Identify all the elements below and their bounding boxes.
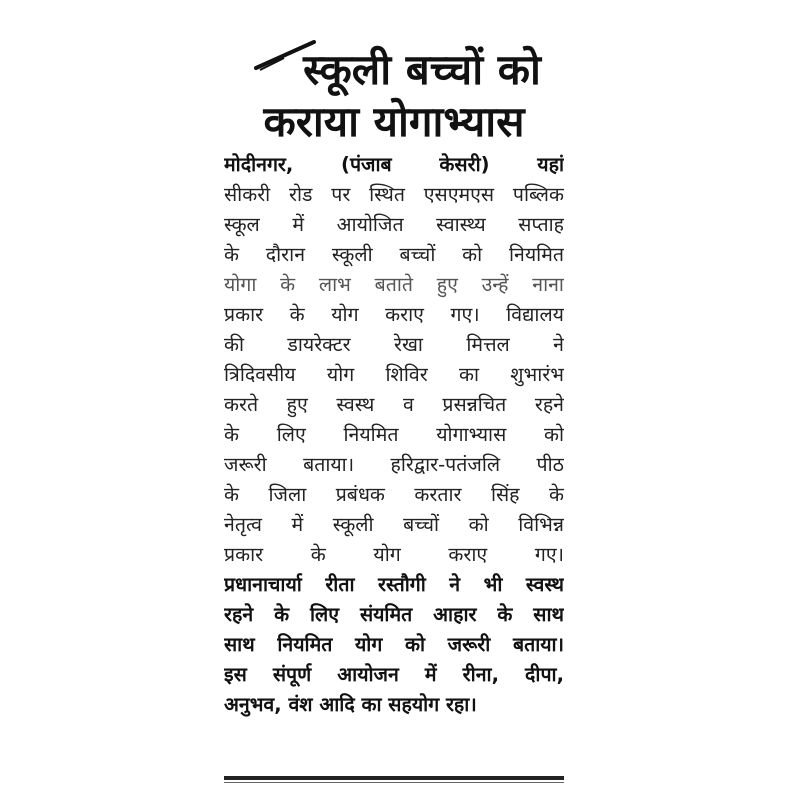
- body-line: रहने के लिए संयमित आहार के साथ: [224, 603, 564, 626]
- body-line: योगा के लाभ बताते हुए उन्हें नाना: [224, 273, 564, 296]
- body-line: इस संपूर्ण आयोजन में रीना, दीपा,: [224, 663, 564, 686]
- body-line: अनुभव, वंश आदि का सहयोग रहा।: [224, 693, 477, 716]
- body-line: के लिए नियमित योगाभ्यास को: [224, 423, 564, 446]
- column-rule-thin: [224, 782, 564, 783]
- body-line: साथ नियमित योग को जरूरी बताया।: [224, 633, 564, 656]
- body-line: त्रिदिवसीय योग शिविर का शुभारंभ: [224, 363, 564, 386]
- body-line: प्रकार के योग कराए गए।: [224, 543, 564, 566]
- column-rule: [224, 776, 564, 780]
- body-line: मोदीनगर, (पंजाब केसरी) यहां: [224, 153, 564, 176]
- body-line: स्कूल में आयोजित स्वास्थ्य सप्ताह: [224, 213, 564, 236]
- headline-line-2: कराया योगाभ्यास: [263, 97, 525, 146]
- body-line: प्रकार के योग कराए गए। विद्यालय: [224, 303, 564, 326]
- body-line: जरूरी बताया। हरिद्वार-पतंजलि पीठ: [224, 453, 564, 476]
- body-line: के दौरान स्कूली बच्चों को नियमित: [224, 243, 564, 266]
- headline-line-1: स्कूली बच्चों को: [303, 45, 541, 94]
- newspaper-clipping: [224, 18, 564, 788]
- body-line: नेतृत्व में स्कूली बच्चों को विभिन्न: [224, 513, 564, 536]
- body-line: सीकरी रोड पर स्थित एसएमएस पब्लिक: [224, 183, 564, 206]
- article-body: [224, 150, 564, 720]
- body-line: करते हुए स्वस्थ व प्रसन्नचित रहने: [224, 393, 564, 416]
- body-line: प्रधानाचार्या रीता रस्तौगी ने भी स्वस्थ: [224, 573, 564, 596]
- body-line: की डायरेक्टर रेखा मित्तल ने: [224, 333, 564, 356]
- body-line: के जिला प्रबंधक करतार सिंह के: [224, 483, 564, 506]
